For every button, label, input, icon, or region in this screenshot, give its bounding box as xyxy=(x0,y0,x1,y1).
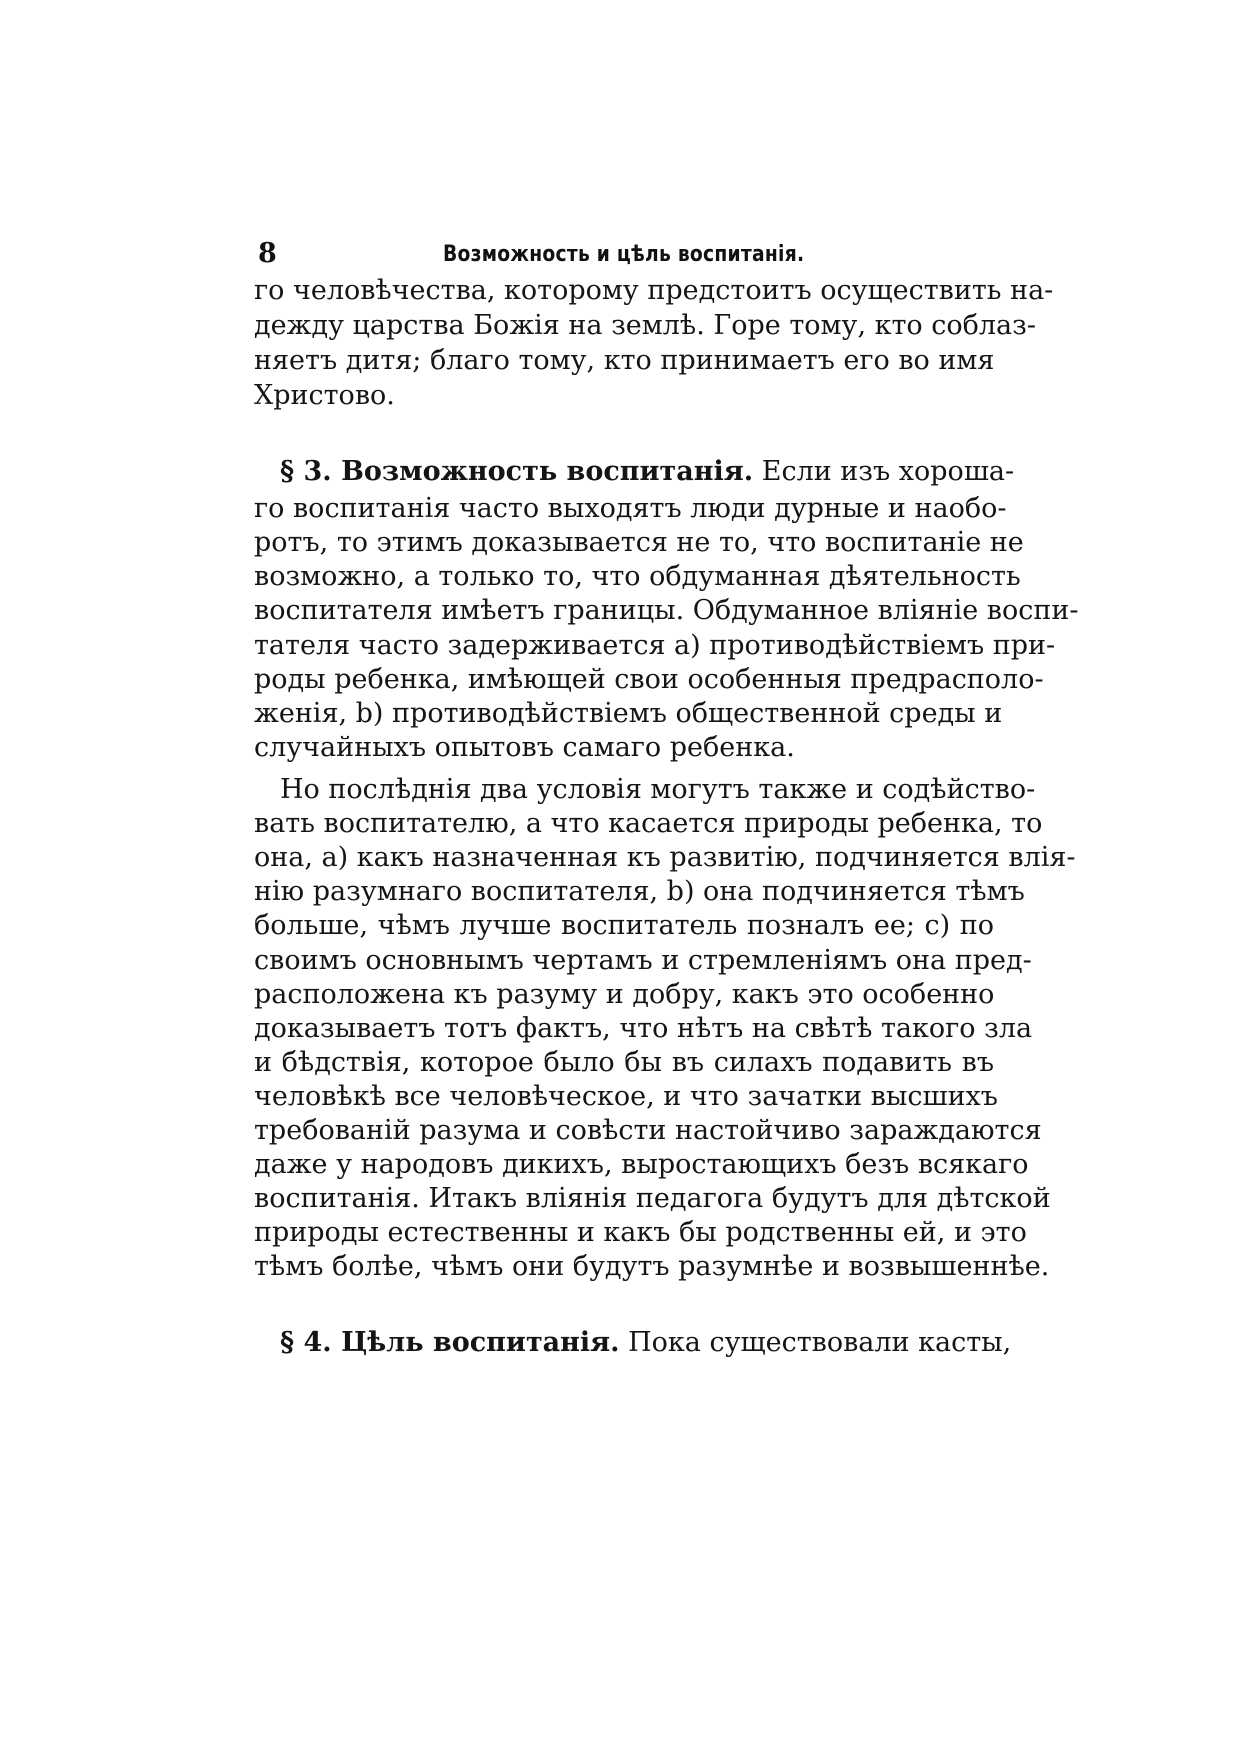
running-title: Возможность и цѣль воспитанія. xyxy=(443,242,805,267)
text-run: Если изъ хороша- xyxy=(761,456,1015,487)
section-4-heading: § 4. Цѣль воспитанія. xyxy=(280,1327,620,1358)
text-line: расположена къ разуму и добру, какъ это особенно xyxy=(254,979,995,1010)
section-4-first-line xyxy=(280,1324,1012,1362)
text-line: больше, чѣмъ лучше воспитатель позналъ ее; c) по xyxy=(254,910,994,941)
text-line: природы естественны и какъ бы родственны ей, и это xyxy=(254,1217,1027,1248)
text-line: дежду царства Божія на землѣ. Горе тому, кто соблаз- xyxy=(254,310,1036,341)
text-line: ротъ, то этимъ доказывается не то, что воспитаніе не xyxy=(254,527,1024,558)
text-line: воспитанія. Итакъ вліянія педагога будутъ для дѣтской xyxy=(254,1183,1051,1214)
text-line: своимъ основнымъ чертамъ и стремленіямъ она пред- xyxy=(254,945,1032,976)
text-line: требованій разума и совѣсти настойчиво зараждаются xyxy=(254,1115,1042,1146)
text-line: женія, b) противодѣйствіемъ общественной среды и xyxy=(254,698,1003,729)
text-line: доказываетъ тотъ фактъ, что нѣтъ на свѣтѣ такого зла xyxy=(254,1013,1033,1044)
text-line: человѣкѣ все человѣческое, и что зачатки высшихъ xyxy=(254,1081,998,1112)
text-line: тателя часто задерживается a) противодѣйствіемъ при- xyxy=(254,630,1056,661)
text-line: тѣмъ болѣе, чѣмъ они будутъ разумнѣе и возвышеннѣе. xyxy=(254,1251,1050,1282)
section-3-first-line xyxy=(280,453,1015,491)
text-line: воспитателя имѣетъ границы. Обдуманное вліяніе воспи- xyxy=(254,595,1079,626)
text-line: роды ребенка, имѣющей свои особенныя предрасполо- xyxy=(254,664,1044,695)
text-line: возможно, а только то, что обдуманная дѣятельность xyxy=(254,561,1021,592)
text-line: няетъ дитя; благо тому, кто принимаетъ его во имя xyxy=(254,345,995,376)
text-line: го воспитанія часто выходятъ люди дурные и наобо- xyxy=(254,493,1007,524)
text-run: Пока существовали касты, xyxy=(628,1327,1012,1358)
text-line: Но послѣднія два условія могутъ также и содѣйство- xyxy=(280,774,1036,805)
text-line: нію разумнаго воспитателя, b) она подчиняется тѣмъ xyxy=(254,876,1025,907)
text-line: она, a) какъ назначенная къ развитію, подчиняется влія- xyxy=(254,842,1076,873)
text-line: и бѣдствія, которое было бы въ силахъ подавить въ xyxy=(254,1047,994,1078)
text-line: Христово. xyxy=(254,380,395,411)
text-line: даже у народовъ дикихъ, выростающихъ безъ всякаго xyxy=(254,1149,1029,1180)
text-line: го человѣчества, которому предстоитъ осуществить на- xyxy=(254,275,1054,306)
page-number: 8 xyxy=(258,238,277,269)
text-line: случайныхъ опытовъ самаго ребенка. xyxy=(254,732,795,763)
text-line: вать воспитателю, а что касается природы ребенка, то xyxy=(254,808,1043,839)
section-3-heading: § 3. Возможность воспитанія. xyxy=(280,456,754,487)
